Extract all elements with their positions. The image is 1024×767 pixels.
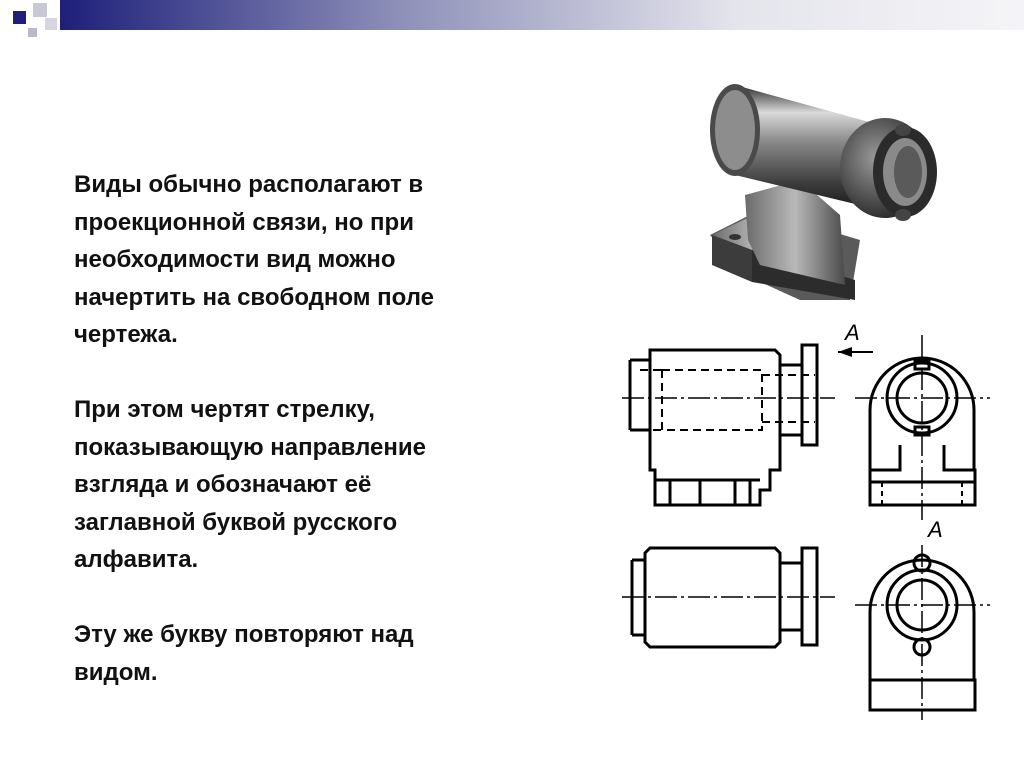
- isometric-part-image: [710, 84, 937, 300]
- front-view: [622, 345, 835, 505]
- view-direction-arrow: [838, 347, 873, 357]
- paragraph-2: При этом чертят стрелку, показывающую направление взгляда и обозначают её заглавной буквой русского алфавита.: [74, 396, 426, 573]
- paragraph-1: Виды обычно располагают в проекционной связи, но при необходимости вид можно начертить на свободном поле чертежа.: [74, 171, 435, 348]
- view-letter-bottom: A: [928, 517, 943, 542]
- top-view: [622, 548, 835, 647]
- side-view: [855, 335, 990, 520]
- view-letter-top: A: [845, 320, 860, 345]
- paragraph-3: Эту же букву повторяют над видом.: [74, 621, 414, 686]
- auxiliary-view-a: [855, 545, 990, 720]
